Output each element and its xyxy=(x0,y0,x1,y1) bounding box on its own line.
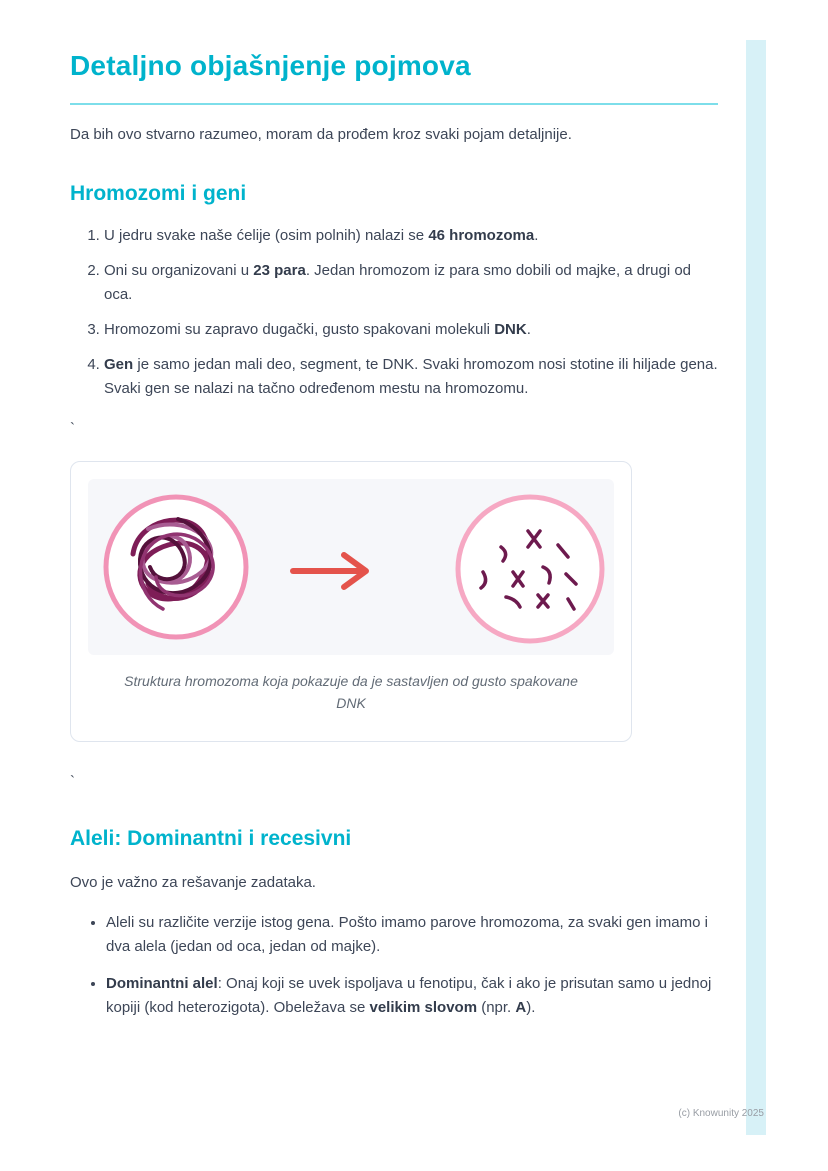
bullet-list xyxy=(70,911,718,1020)
section-heading-aleli: Aleli: Dominantni i recesivni xyxy=(70,826,352,850)
section-heading-hromozomi: Hromozomi i geni xyxy=(70,181,247,205)
list-item: 2. Oni su organizovani u 23 para. Jedan hromozom iz para smo dobili od majke, a drugi od oca. xyxy=(104,259,718,307)
list-item: 4. Gen je samo jedan mali deo, segment, te DNK. Svaki hromozom nosi stotine ili hiljade gena. Svaki gen se nalazi na tačno određenom mestu na hromozomu. xyxy=(104,353,718,401)
figure-caption: Struktura hromozoma koja pokazuje da je sastavljen od gusto spakovane DNK xyxy=(124,673,578,712)
dna-to-chromosome-drawing xyxy=(88,479,614,655)
numbered-list xyxy=(70,224,718,401)
chromosome-circle xyxy=(458,497,602,641)
intro-paragraph: Da bih ovo stvarno razumeo, moram da prođem kroz svaki pojam detaljnije. xyxy=(70,125,572,143)
chromosome-figure-illustration xyxy=(88,479,614,655)
right-arrow-icon xyxy=(293,555,366,587)
page-title: Detaljno objašnjenje pojmova xyxy=(70,50,471,81)
stray-backtick: ` xyxy=(70,772,75,790)
aleli-intro-paragraph: Ovo je važno za rešavanje zadataka. xyxy=(70,874,316,892)
list-item: • Dominantni alel: Onaj koji se uvek ispoljava u fenotipu, čak i ako je prisutan samo u jednoj kopiji (kod heterozigota). Obeležava se velikim slovom (npr. A). xyxy=(106,972,718,1020)
stray-backtick: ` xyxy=(70,420,75,438)
watermark: (c) Knowunity 2025 xyxy=(678,1108,764,1119)
figure-card xyxy=(70,461,632,741)
list-item: • Aleli su različite verzije istog gena. Pošto imamo parove hromozoma, za svaki gen imamo i dva alela (jedan od oca, jedan od majke). xyxy=(106,911,718,959)
list-item: 1. U jedru svake naše ćelije (osim polnih) nalazi se 46 hromozoma. xyxy=(104,224,718,248)
title-divider xyxy=(70,103,718,105)
list-item: 3. Hromozomi su zapravo dugački, gusto spakovani molekuli DNK. xyxy=(104,318,718,342)
